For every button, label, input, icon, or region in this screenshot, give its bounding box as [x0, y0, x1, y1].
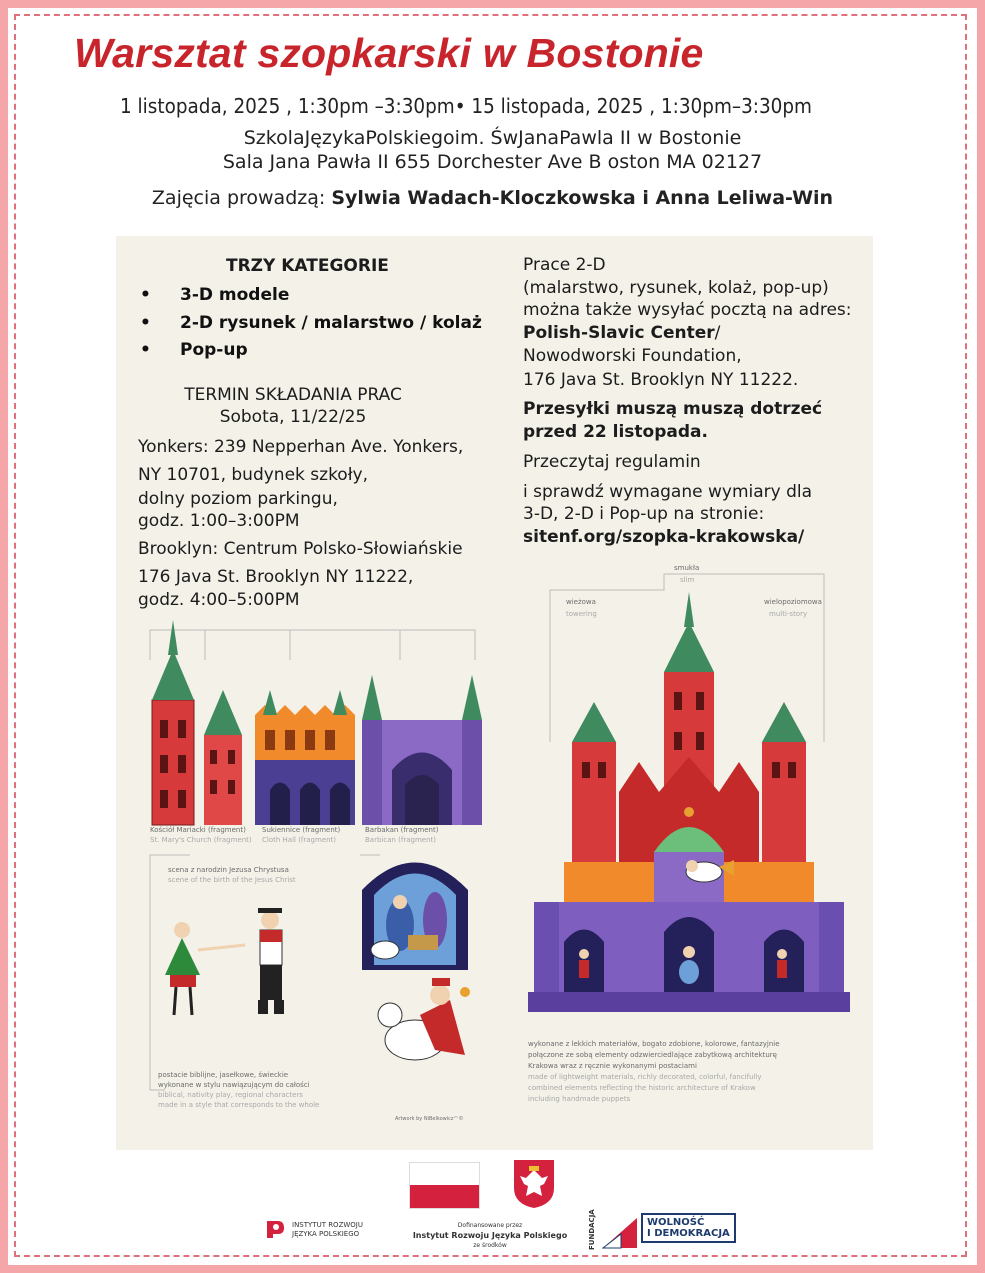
left-illustration [130, 620, 510, 1140]
svg-text:made in a style that correspon: made in a style that corresponds to the whole [158, 1101, 320, 1109]
nativity-scene-icon [362, 863, 468, 971]
svg-text:wieżowa: wieżowa [566, 598, 596, 606]
school-name: SzkolaJęzykaPolskiegoim. ŚwJanaPawla II w Bostonie [243, 127, 742, 149]
yonkers-hours: godz. 1:00–3:00PM [138, 511, 300, 531]
mail-line: Nowodworski Foundation, [523, 346, 742, 366]
svg-text:Kościół Mariacki (fragment): Kościół Mariacki (fragment) [150, 826, 246, 834]
szopka-red-towers [572, 592, 806, 862]
svg-text:combined elements reflecting t: combined elements reflecting the historic architecture of Krakow [528, 1084, 756, 1092]
svg-text:Barbakan (fragment): Barbakan (fragment) [365, 826, 439, 834]
category-item: • 3-D modele [140, 285, 290, 305]
rules-line: i sprawdź wymagane wymiary dla [523, 482, 813, 502]
svg-text:Krakowa wraz z ręcznie wykonan: Krakowa wraz z ręcznie wykonanymi postaciami [528, 1062, 697, 1070]
rules-line: 3-D, 2-D i Pop-up na stronie: [523, 504, 765, 524]
fundacja-label: FUNDACJA [588, 1209, 596, 1250]
mail-line: (malarstwo, rysunek, kolaż, pop-up) [523, 278, 829, 298]
category-item: • 2-D rysunek / malarstwo / kolaż [140, 313, 482, 333]
wid-logo: WOLNOŚĆ I DEMOKRACJA [641, 1213, 736, 1243]
svg-text:including handmade puppets: including handmade puppets [528, 1095, 631, 1103]
svg-text:Sukiennice (fragment): Sukiennice (fragment) [262, 826, 341, 834]
rules-line: Przeczytaj regulamin [523, 452, 701, 472]
brooklyn-hours: godz. 4:00–5:00PM [138, 590, 300, 610]
coat-of-arms-icon [512, 1158, 556, 1210]
szopka-base [528, 992, 850, 1012]
svg-text:multi-story: multi-story [769, 610, 808, 618]
leaders-line [0, 187, 985, 209]
yonkers-line: dolny poziom parkingu, [138, 489, 338, 509]
mail-line: można także wysyłać pocztą na adres: [523, 300, 852, 320]
leaders-names: Sylwia Wadach-Kloczkowska i Anna Leliwa-Win [331, 187, 834, 209]
svg-text:Cloth Hall (fragment): Cloth Hall (fragment) [262, 836, 337, 844]
svg-text:Barbican (fragment): Barbican (fragment) [365, 836, 437, 844]
wid-logo-icon [601, 1216, 639, 1250]
svg-text:scena z narodzin Jezusa Chryst: scena z narodzin Jezusa Chrystusa [168, 866, 289, 874]
polish-flag-icon [409, 1162, 480, 1209]
svg-text:połączone ze sobą elementy odz: połączone ze sobą elementy odzwierciedlające zabytkową architekturę [528, 1051, 777, 1059]
rider-icon [378, 978, 470, 1060]
mail-line: 176 Java St. Brooklyn NY 11222. [523, 370, 799, 390]
mail-deadline: przed 22 listopada. [523, 422, 708, 442]
svg-text:scene of the birth of the Jesu: scene of the birth of the Jesus Christ [168, 876, 296, 884]
irjp-logo-icon [264, 1218, 286, 1240]
svg-text:wykonane z lekkich materiałów,: wykonane z lekkich materiałów, bogato zdobione, kolorowe, fantazyjnie [528, 1040, 780, 1048]
funding-note: Dofinansowane przez Instytut Rozwoju Języka Polskiego ze środków [412, 1222, 568, 1249]
svg-text:slim: slim [680, 576, 695, 584]
deadline-date: Sobota, 11/22/25 [219, 407, 367, 428]
category-item: • Pop-up [140, 340, 248, 360]
workshop-dates: 1 listopada, 2025 , 1:30pm –3:30pm• 15 listopada, 2025 , 1:30pm–3:30pm [120, 94, 812, 118]
church-tower-icon [152, 620, 194, 825]
svg-text:made of lightweight materials,: made of lightweight materials, richly decorated, colorful, fancifully [528, 1073, 762, 1081]
page-title: Warsztat szopkarski w Bostonie [74, 30, 704, 76]
church-tower-icon [204, 690, 242, 825]
svg-text:wielopoziomowa: wielopoziomowa [764, 598, 822, 606]
svg-text:postacie biblijne, jasełkowe,: postacie biblijne, jasełkowe, świeckie [158, 1071, 289, 1079]
categories-title: TRZY KATEGORIE [226, 256, 389, 276]
svg-text:biblical, nativity play, regio: biblical, nativity play, regional characters [158, 1091, 303, 1099]
mail-recipient: Polish-Slavic Center/ [523, 323, 721, 343]
svg-text:wykonane w stylu nawiązującym: wykonane w stylu nawiązującym do całości [158, 1081, 310, 1089]
yonkers-line: Yonkers: 239 Nepperhan Ave. Yonkers, [138, 437, 464, 457]
deadline-label: TERMIN SKŁADANIA PRAC [184, 385, 402, 405]
dancers-icon [165, 908, 284, 1015]
brooklyn-line: 176 Java St. Brooklyn NY 11222, [138, 567, 414, 587]
cloth-hall-icon [255, 690, 355, 825]
irjp-logo: INSTYTUT ROZWOJU JĘZYKA POLSKIEGO [292, 1221, 363, 1238]
rules-link[interactable]: sitenf.org/szopka-krakowska/ [523, 527, 805, 547]
brooklyn-line: Brooklyn: Centrum Polsko-Słowiańskie [138, 539, 463, 559]
yonkers-line: NY 10701, budynek szkoły, [138, 465, 369, 485]
school-address: Sala Jana Pawła II 655 Dorchester Ave B oston MA 02127 [222, 151, 763, 173]
barbican-icon [362, 675, 482, 825]
svg-text:Artwork by NiBelkowicz™©: Artwork by NiBelkowicz™© [395, 1116, 464, 1122]
svg-text:St. Mary's Church (fragment): St. Mary's Church (fragment) [150, 836, 252, 844]
leaders-label: Zajęcia prowadzą: [151, 187, 332, 209]
svg-text:smukła: smukła [674, 564, 700, 572]
szopka-illustration [524, 562, 854, 1137]
mail-line: Prace 2-D [523, 255, 606, 275]
mail-deadline: Przesyłki muszą muszą dotrzeć [523, 399, 823, 419]
svg-text:towering: towering [566, 610, 597, 618]
deadline-block [138, 384, 448, 428]
